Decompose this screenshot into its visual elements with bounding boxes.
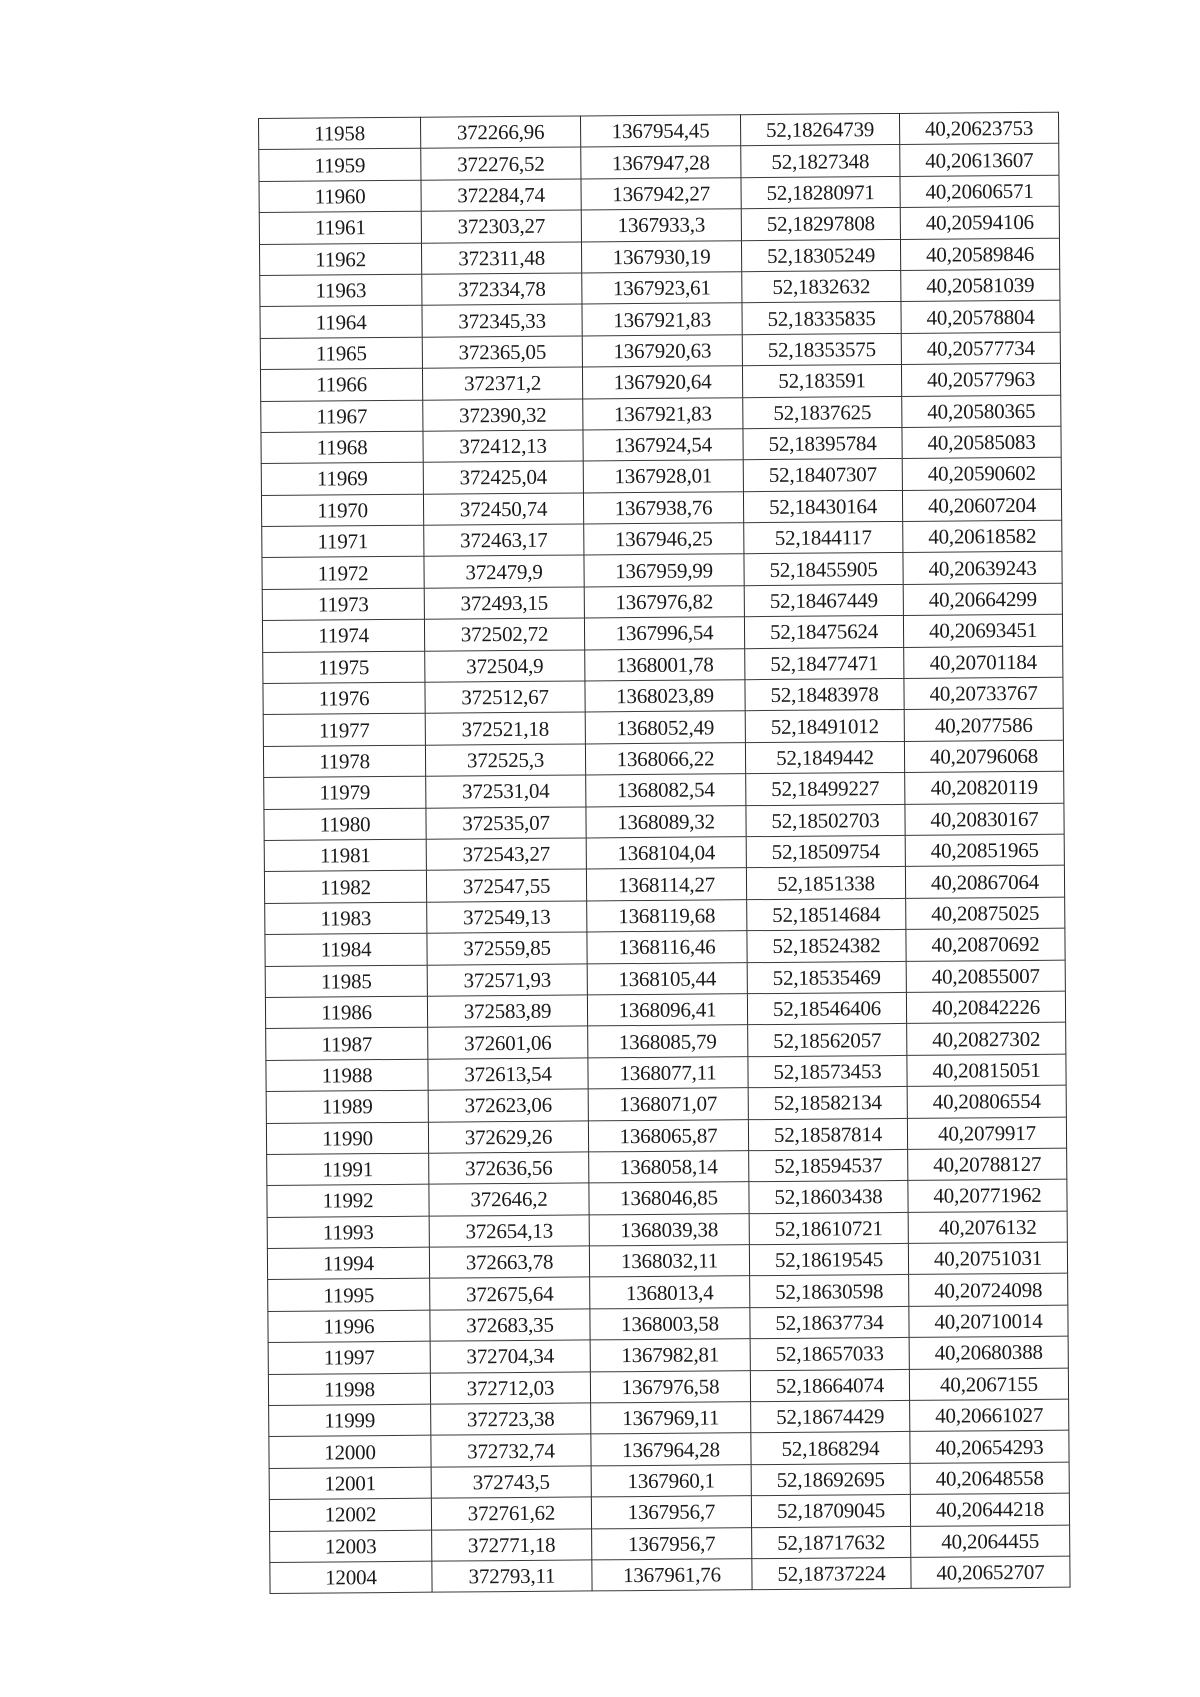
longitude-cell: 40,20618582 [903, 520, 1062, 553]
latitude-cell: 52,18395784 [743, 427, 902, 460]
x-coordinate-cell: 372502,72 [424, 618, 584, 651]
point-number-cell: 11986 [265, 996, 427, 1029]
longitude-cell: 40,20830167 [905, 803, 1064, 836]
y-coordinate-cell: 1368104,04 [586, 837, 746, 870]
x-coordinate-cell: 372311,48 [421, 242, 581, 275]
latitude-cell: 52,18491012 [745, 710, 904, 743]
x-coordinate-cell: 372675,64 [430, 1277, 590, 1310]
longitude-cell: 40,20788127 [908, 1148, 1067, 1181]
x-coordinate-cell: 372683,35 [430, 1309, 590, 1342]
longitude-cell: 40,20693451 [903, 614, 1062, 647]
longitude-cell: 40,20613607 [900, 144, 1059, 177]
point-number-cell: 11995 [268, 1279, 430, 1312]
latitude-cell: 52,18717632 [752, 1526, 911, 1559]
latitude-cell: 52,18603438 [749, 1181, 908, 1214]
longitude-cell: 40,20820119 [905, 771, 1064, 804]
x-coordinate-cell: 372479,9 [424, 555, 584, 588]
point-number-cell: 11973 [262, 588, 424, 621]
point-number-cell: 11978 [263, 745, 425, 778]
point-number-cell: 11980 [264, 808, 426, 841]
y-coordinate-cell: 1367921,83 [582, 303, 742, 336]
latitude-cell: 52,18335835 [742, 302, 901, 335]
latitude-cell: 52,18502703 [746, 804, 905, 837]
longitude-cell: 40,20644218 [910, 1493, 1069, 1526]
longitude-cell: 40,20581039 [901, 269, 1060, 302]
x-coordinate-cell: 372284,74 [421, 179, 581, 212]
x-coordinate-cell: 372571,93 [427, 963, 587, 996]
longitude-cell: 40,20664299 [903, 583, 1062, 616]
point-number-cell: 11991 [267, 1153, 429, 1186]
latitude-cell: 52,18664074 [750, 1369, 909, 1402]
y-coordinate-cell: 1367996,54 [584, 617, 744, 650]
y-coordinate-cell: 1368032,11 [589, 1245, 749, 1278]
latitude-cell: 52,18297808 [741, 208, 900, 241]
x-coordinate-cell: 372771,18 [432, 1529, 592, 1562]
longitude-cell: 40,20661027 [910, 1399, 1069, 1432]
latitude-cell: 52,18524382 [747, 930, 906, 963]
y-coordinate-cell: 1368116,46 [587, 931, 747, 964]
x-coordinate-cell: 372345,33 [422, 304, 582, 337]
point-number-cell: 12002 [269, 1498, 431, 1531]
y-coordinate-cell: 1367920,63 [582, 334, 742, 367]
y-coordinate-cell: 1367921,83 [583, 397, 743, 430]
latitude-cell: 52,18305249 [741, 239, 900, 272]
point-number-cell: 11962 [259, 243, 421, 276]
longitude-cell: 40,20815051 [907, 1054, 1066, 1087]
latitude-cell: 52,18455905 [744, 553, 903, 586]
x-coordinate-cell: 372549,13 [427, 901, 587, 934]
y-coordinate-cell: 1368052,49 [585, 711, 745, 744]
x-coordinate-cell: 372559,85 [427, 932, 587, 965]
point-number-cell: 11970 [261, 494, 423, 527]
x-coordinate-cell: 372601,06 [428, 1026, 588, 1059]
x-coordinate-cell: 372425,04 [423, 461, 583, 494]
latitude-cell: 52,18467449 [744, 584, 903, 617]
x-coordinate-cell: 372276,52 [421, 147, 581, 180]
longitude-cell: 40,20654293 [910, 1431, 1069, 1464]
y-coordinate-cell: 1367969,11 [591, 1402, 751, 1435]
y-coordinate-cell: 1367982,81 [590, 1339, 750, 1372]
y-coordinate-cell: 1367930,19 [581, 240, 741, 273]
y-coordinate-cell: 1367956,7 [591, 1496, 751, 1529]
point-number-cell: 12000 [269, 1436, 431, 1469]
y-coordinate-cell: 1367976,58 [590, 1370, 750, 1403]
x-coordinate-cell: 372743,5 [431, 1466, 591, 1499]
x-coordinate-cell: 372712,03 [430, 1372, 590, 1405]
point-number-cell: 11971 [262, 525, 424, 558]
y-coordinate-cell: 1368001,78 [585, 648, 745, 681]
point-number-cell: 11958 [259, 117, 421, 150]
y-coordinate-cell: 1367960,1 [591, 1464, 751, 1497]
point-number-cell: 11969 [261, 463, 423, 496]
point-number-cell: 11965 [260, 337, 422, 370]
latitude-cell: 52,18353575 [742, 333, 901, 366]
longitude-cell: 40,20710014 [909, 1305, 1068, 1338]
point-number-cell: 11974 [262, 619, 424, 652]
coordinates-table [258, 112, 1071, 1595]
point-number-cell: 11993 [267, 1216, 429, 1249]
y-coordinate-cell: 1367959,99 [584, 554, 744, 587]
point-number-cell: 11989 [266, 1090, 428, 1123]
point-number-cell: 12001 [269, 1467, 431, 1500]
x-coordinate-cell: 372512,67 [425, 681, 585, 714]
latitude-cell: 52,18546406 [747, 992, 906, 1025]
longitude-cell: 40,20870692 [906, 928, 1065, 961]
point-number-cell: 11975 [263, 651, 425, 684]
longitude-cell: 40,20751031 [908, 1242, 1067, 1275]
y-coordinate-cell: 1368046,85 [589, 1182, 749, 1215]
x-coordinate-cell: 372365,05 [422, 336, 582, 369]
longitude-cell: 40,2076132 [908, 1211, 1067, 1244]
longitude-cell: 40,20851965 [905, 834, 1064, 867]
x-coordinate-cell: 372646,2 [429, 1183, 589, 1216]
point-number-cell: 11959 [259, 149, 421, 182]
x-coordinate-cell: 372531,04 [426, 775, 586, 808]
y-coordinate-cell: 1368114,27 [586, 868, 746, 901]
latitude-cell: 52,18594537 [749, 1149, 908, 1182]
x-coordinate-cell: 372547,55 [426, 869, 586, 902]
point-number-cell: 11960 [259, 180, 421, 213]
longitude-cell: 40,20806554 [907, 1085, 1066, 1118]
latitude-cell: 52,18737224 [752, 1557, 911, 1590]
longitude-cell: 40,20855007 [906, 960, 1065, 993]
longitude-cell: 40,20771962 [908, 1179, 1067, 1212]
longitude-cell: 40,20733767 [904, 677, 1063, 710]
latitude-cell: 52,18637734 [750, 1306, 909, 1339]
x-coordinate-cell: 372303,27 [421, 210, 581, 243]
y-coordinate-cell: 1368058,14 [589, 1151, 749, 1184]
longitude-cell: 40,20875025 [906, 897, 1065, 930]
y-coordinate-cell: 1368003,58 [590, 1308, 750, 1341]
y-coordinate-cell: 1368077,11 [588, 1056, 748, 1089]
coordinates-table-container [258, 112, 1070, 1595]
latitude-cell: 52,1844117 [744, 522, 903, 555]
y-coordinate-cell: 1367947,28 [581, 146, 741, 179]
point-number-cell: 12004 [270, 1561, 432, 1594]
latitude-cell: 52,18535469 [747, 961, 906, 994]
point-number-cell: 11967 [261, 400, 423, 433]
point-number-cell: 11968 [261, 431, 423, 464]
point-number-cell: 11981 [264, 839, 426, 872]
y-coordinate-cell: 1367964,28 [591, 1433, 751, 1466]
point-number-cell: 11982 [264, 871, 426, 904]
y-coordinate-cell: 1367956,7 [592, 1527, 752, 1560]
latitude-cell: 52,18483978 [745, 678, 904, 711]
table-row [270, 1556, 1070, 1594]
latitude-cell: 52,18499227 [746, 773, 905, 806]
latitude-cell: 52,18475624 [744, 616, 903, 649]
longitude-cell: 40,20580365 [902, 395, 1061, 428]
longitude-cell: 40,20827302 [907, 1023, 1066, 1056]
latitude-cell: 52,1832632 [742, 270, 901, 303]
longitude-cell: 40,20652707 [911, 1556, 1070, 1589]
x-coordinate-cell: 372793,11 [432, 1560, 592, 1593]
y-coordinate-cell: 1368085,79 [588, 1025, 748, 1058]
point-number-cell: 11987 [266, 1028, 428, 1061]
point-number-cell: 11988 [266, 1059, 428, 1092]
x-coordinate-cell: 372412,13 [423, 430, 583, 463]
x-coordinate-cell: 372390,32 [423, 398, 583, 431]
point-number-cell: 11984 [265, 933, 427, 966]
point-number-cell: 11990 [266, 1122, 428, 1155]
longitude-cell: 40,20867064 [905, 866, 1064, 899]
longitude-cell: 40,20796068 [904, 740, 1063, 773]
latitude-cell: 52,183591 [742, 365, 901, 398]
point-number-cell: 11983 [265, 902, 427, 935]
x-coordinate-cell: 372334,78 [422, 273, 582, 306]
x-coordinate-cell: 372623,06 [428, 1089, 588, 1122]
latitude-cell: 52,1837625 [743, 396, 902, 429]
longitude-cell: 40,20607204 [902, 489, 1061, 522]
longitude-cell: 40,20577734 [901, 332, 1060, 365]
longitude-cell: 40,20724098 [909, 1274, 1068, 1307]
y-coordinate-cell: 1367954,45 [580, 115, 740, 148]
x-coordinate-cell: 372704,34 [430, 1340, 590, 1373]
point-number-cell: 11963 [260, 274, 422, 307]
point-number-cell: 11977 [263, 714, 425, 747]
point-number-cell: 11979 [264, 776, 426, 809]
point-number-cell: 11964 [260, 306, 422, 339]
longitude-cell: 40,2079917 [907, 1117, 1066, 1150]
latitude-cell: 52,18514684 [747, 898, 906, 931]
latitude-cell: 52,18610721 [749, 1212, 908, 1245]
latitude-cell: 52,18630598 [750, 1275, 909, 1308]
x-coordinate-cell: 372521,18 [425, 712, 585, 745]
longitude-cell: 40,20594106 [900, 206, 1059, 239]
x-coordinate-cell: 372525,3 [425, 744, 585, 777]
x-coordinate-cell: 372543,27 [426, 838, 586, 871]
coordinates-table-body [259, 112, 1071, 1594]
latitude-cell: 52,18477471 [745, 647, 904, 680]
x-coordinate-cell: 372663,78 [429, 1246, 589, 1279]
latitude-cell: 52,1868294 [751, 1432, 910, 1465]
longitude-cell: 40,20585083 [902, 426, 1061, 459]
latitude-cell: 52,18264739 [740, 113, 899, 146]
longitude-cell: 40,20639243 [903, 552, 1062, 585]
latitude-cell: 52,1849442 [745, 741, 904, 774]
point-number-cell: 11998 [268, 1373, 430, 1406]
point-number-cell: 11976 [263, 682, 425, 715]
latitude-cell: 52,18562057 [748, 1024, 907, 1057]
longitude-cell: 40,2067155 [909, 1368, 1068, 1401]
longitude-cell: 40,20578804 [901, 301, 1060, 334]
latitude-cell: 52,18619545 [749, 1243, 908, 1276]
latitude-cell: 52,1851338 [746, 867, 905, 900]
longitude-cell: 40,20701184 [904, 646, 1063, 679]
longitude-cell: 40,20577963 [901, 363, 1060, 396]
x-coordinate-cell: 372723,38 [431, 1403, 591, 1436]
x-coordinate-cell: 372629,26 [428, 1120, 588, 1153]
point-number-cell: 11994 [267, 1247, 429, 1280]
y-coordinate-cell: 1367942,27 [581, 177, 741, 210]
x-coordinate-cell: 372493,15 [424, 587, 584, 620]
x-coordinate-cell: 372654,13 [429, 1215, 589, 1248]
longitude-cell: 40,20606571 [900, 175, 1059, 208]
latitude-cell: 52,18587814 [748, 1118, 907, 1151]
y-coordinate-cell: 1367920,64 [582, 366, 742, 399]
point-number-cell: 11996 [268, 1310, 430, 1343]
latitude-cell: 52,18674429 [751, 1400, 910, 1433]
x-coordinate-cell: 372732,74 [431, 1434, 591, 1467]
x-coordinate-cell: 372613,54 [428, 1058, 588, 1091]
latitude-cell: 52,18573453 [748, 1055, 907, 1088]
y-coordinate-cell: 1368065,87 [588, 1119, 748, 1152]
y-coordinate-cell: 1367928,01 [583, 460, 743, 493]
y-coordinate-cell: 1367938,76 [583, 491, 743, 524]
point-number-cell: 11999 [269, 1404, 431, 1437]
y-coordinate-cell: 1368089,32 [586, 805, 746, 838]
x-coordinate-cell: 372266,96 [420, 116, 580, 149]
x-coordinate-cell: 372504,9 [425, 650, 585, 683]
latitude-cell: 52,18407307 [743, 459, 902, 492]
x-coordinate-cell: 372761,62 [431, 1497, 591, 1530]
y-coordinate-cell: 1368105,44 [587, 962, 747, 995]
x-coordinate-cell: 372371,2 [422, 367, 582, 400]
longitude-cell: 40,20623753 [899, 112, 1058, 145]
latitude-cell: 52,18280971 [741, 176, 900, 209]
longitude-cell: 40,20680388 [909, 1336, 1068, 1369]
latitude-cell: 52,1827348 [741, 145, 900, 178]
y-coordinate-cell: 1368066,22 [585, 743, 745, 776]
longitude-cell: 40,20590602 [902, 457, 1061, 490]
longitude-cell: 40,20648558 [910, 1462, 1069, 1495]
point-number-cell: 11985 [265, 965, 427, 998]
y-coordinate-cell: 1368039,38 [589, 1213, 749, 1246]
latitude-cell: 52,18657033 [750, 1338, 909, 1371]
y-coordinate-cell: 1368013,4 [590, 1276, 750, 1309]
x-coordinate-cell: 372535,07 [426, 807, 586, 840]
x-coordinate-cell: 372583,89 [427, 995, 587, 1028]
y-coordinate-cell: 1367946,25 [584, 523, 744, 556]
point-number-cell: 11966 [260, 368, 422, 401]
latitude-cell: 52,18692695 [751, 1463, 910, 1496]
y-coordinate-cell: 1367933,3 [581, 209, 741, 242]
point-number-cell: 11992 [267, 1184, 429, 1217]
longitude-cell: 40,20589846 [900, 238, 1059, 271]
point-number-cell: 11972 [262, 557, 424, 590]
y-coordinate-cell: 1368023,89 [585, 680, 745, 713]
longitude-cell: 40,2077586 [904, 709, 1063, 742]
latitude-cell: 52,18709045 [751, 1495, 910, 1528]
point-number-cell: 11961 [259, 211, 421, 244]
y-coordinate-cell: 1368082,54 [586, 774, 746, 807]
longitude-cell: 40,2064455 [911, 1525, 1070, 1558]
latitude-cell: 52,18430164 [743, 490, 902, 523]
y-coordinate-cell: 1367976,82 [584, 586, 744, 619]
x-coordinate-cell: 372463,17 [424, 524, 584, 557]
point-number-cell: 12003 [270, 1530, 432, 1563]
y-coordinate-cell: 1367923,61 [582, 272, 742, 305]
latitude-cell: 52,18582134 [748, 1087, 907, 1120]
latitude-cell: 52,18509754 [746, 835, 905, 868]
x-coordinate-cell: 372636,56 [429, 1152, 589, 1185]
longitude-cell: 40,20842226 [906, 991, 1065, 1024]
y-coordinate-cell: 1368096,41 [587, 994, 747, 1027]
y-coordinate-cell: 1367924,54 [583, 429, 743, 462]
x-coordinate-cell: 372450,74 [423, 493, 583, 526]
y-coordinate-cell: 1368071,07 [588, 1088, 748, 1121]
y-coordinate-cell: 1367961,76 [592, 1559, 752, 1592]
y-coordinate-cell: 1368119,68 [587, 899, 747, 932]
point-number-cell: 11997 [268, 1341, 430, 1374]
